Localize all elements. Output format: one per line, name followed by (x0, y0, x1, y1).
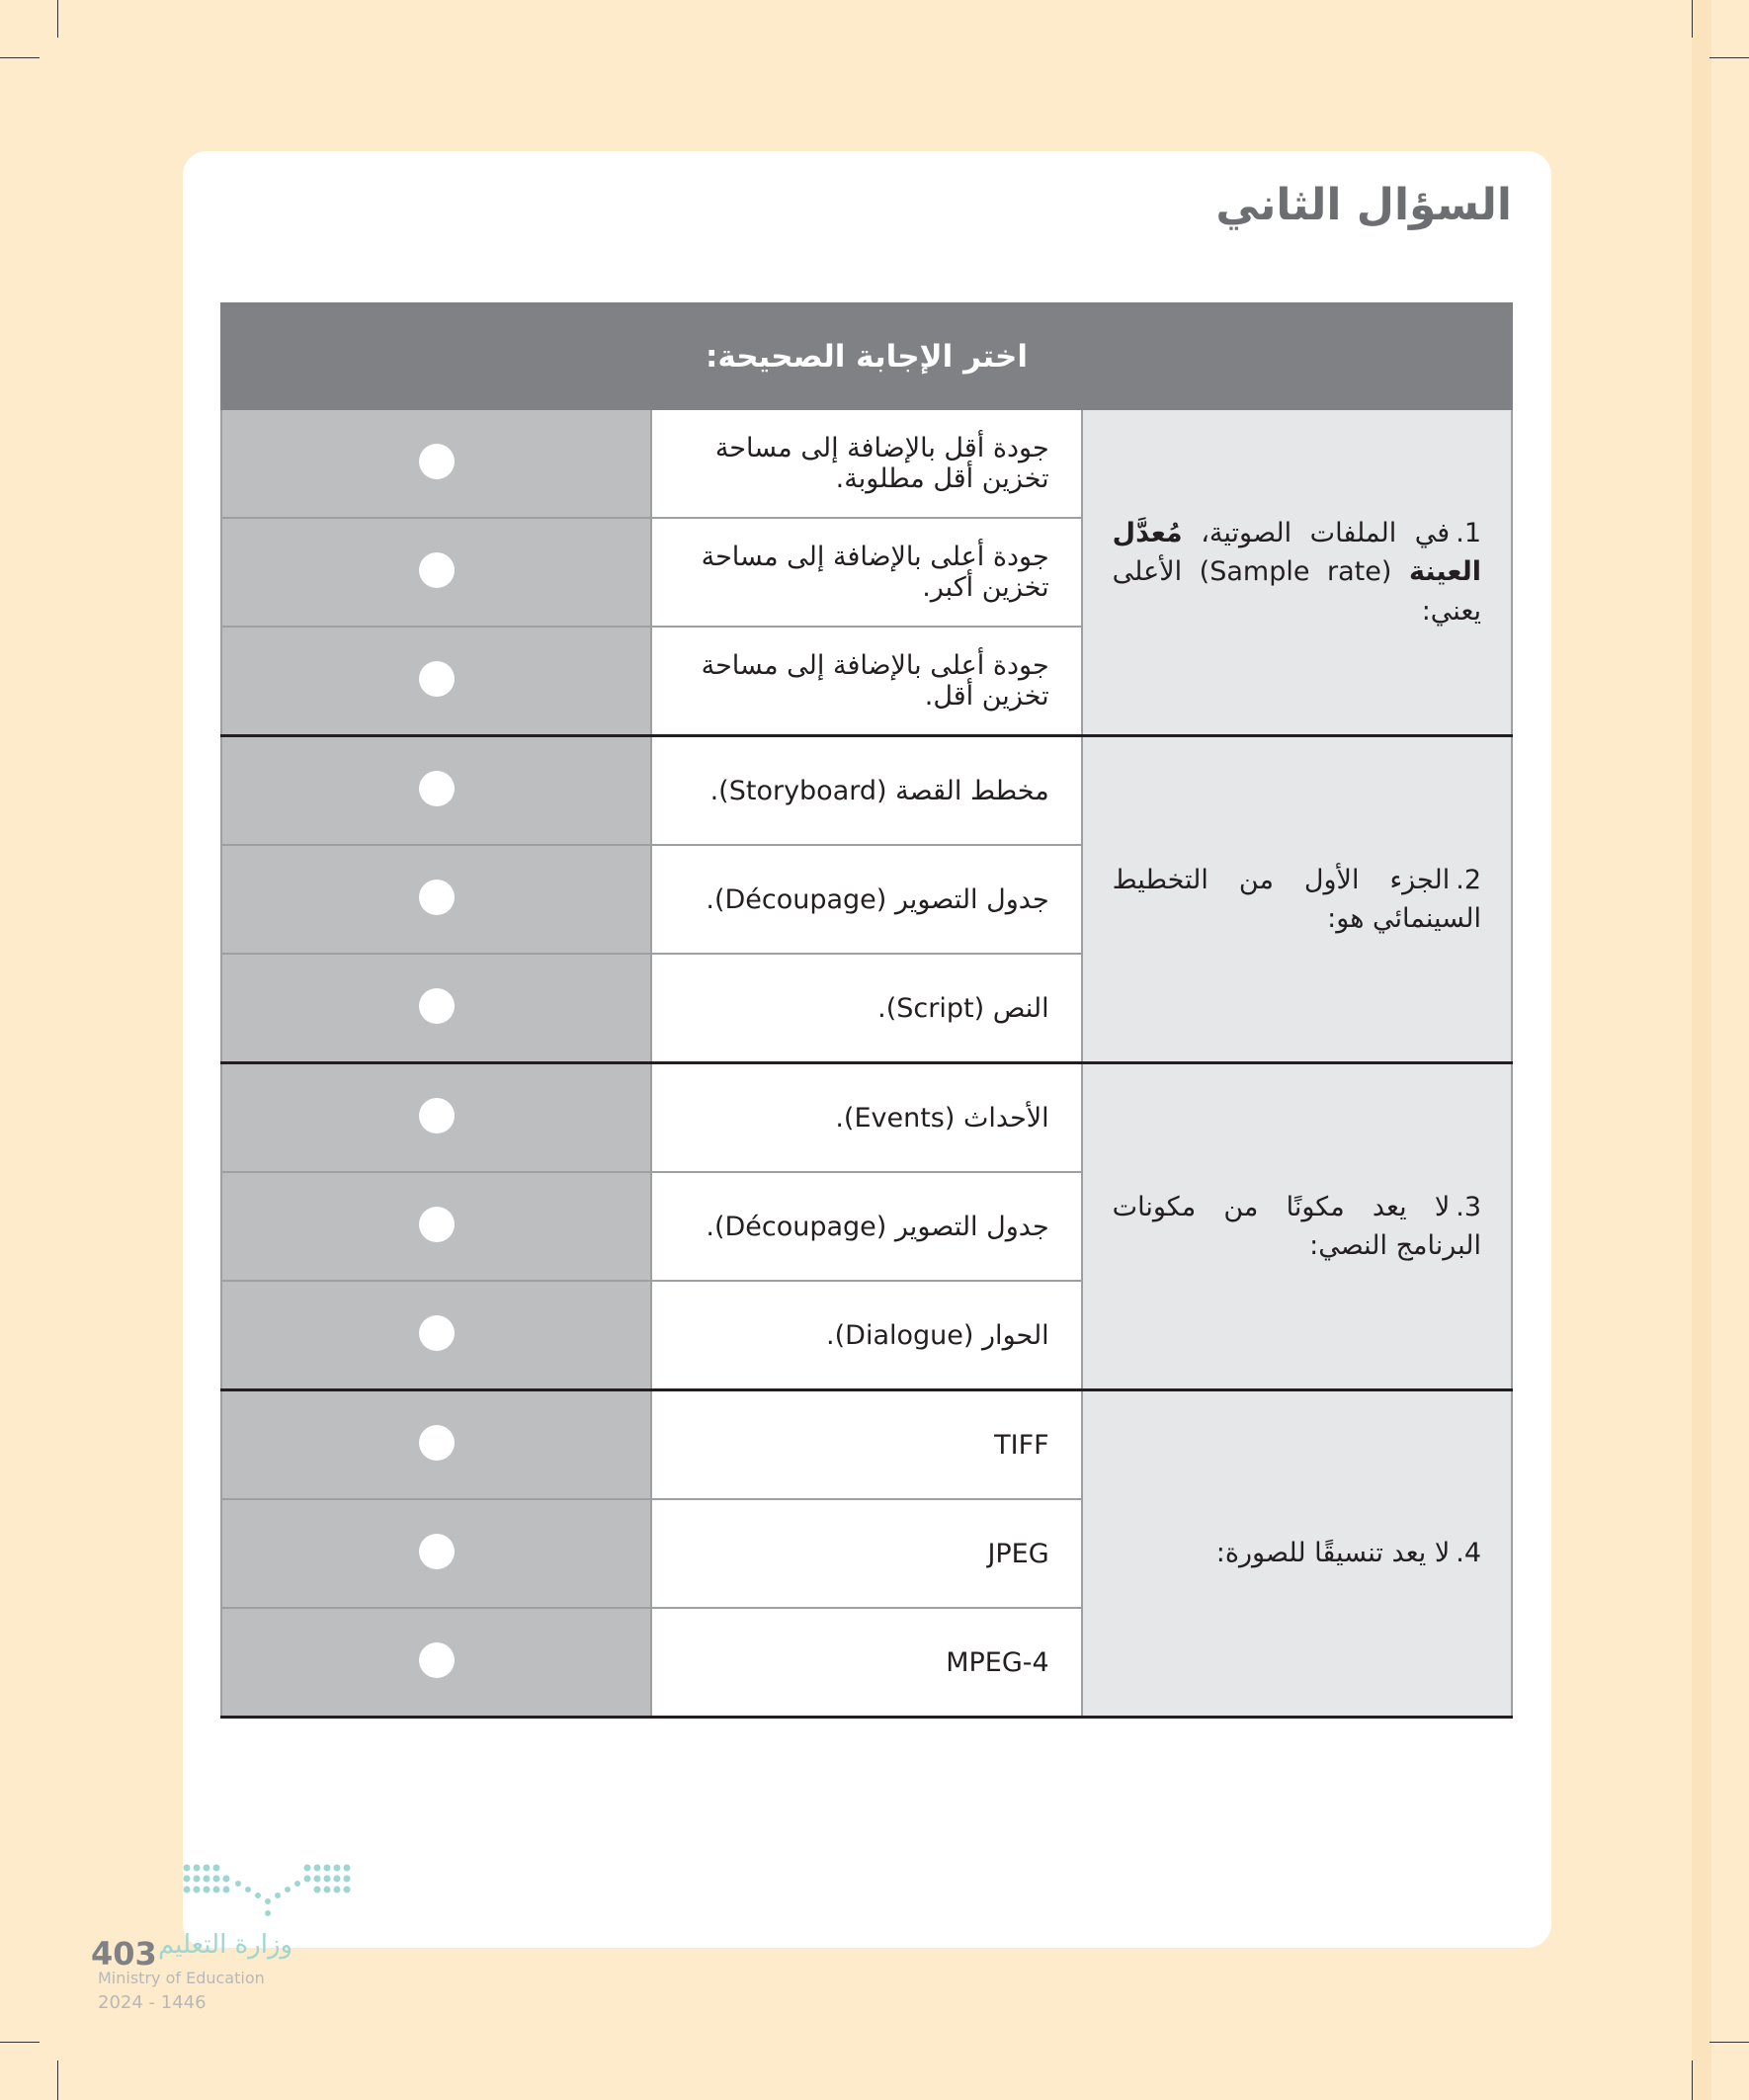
option-radio-cell (221, 1390, 651, 1500)
ministry-name-arabic: وزارة التعليم (158, 1930, 293, 1960)
crop-mark (1709, 2042, 1749, 2043)
option-radio-cell (221, 1281, 651, 1390)
question-cell (1082, 1390, 1512, 1718)
crop-mark (1709, 57, 1749, 58)
radio-button[interactable] (419, 552, 455, 588)
option-radio-cell (221, 845, 651, 954)
option-text: جودة أعلى بالإضافة إلى مساحة تخزين أكبر. (651, 518, 1081, 627)
radio-button[interactable] (419, 1534, 455, 1569)
radio-button[interactable] (419, 1425, 455, 1461)
radio-button[interactable] (419, 880, 455, 915)
ministry-logo-icon (181, 1862, 351, 1921)
question-text: لا يعد تنسيقًا للصورة: (1215, 1538, 1451, 1569)
crop-mark (1692, 0, 1693, 38)
radio-button[interactable] (419, 1098, 455, 1134)
question-cell (1082, 1063, 1512, 1390)
option-text: مخطط القصة (Storyboard). (651, 736, 1081, 846)
option-text: الحوار (Dialogue). (651, 1281, 1081, 1390)
option-text: الأحداث (Events). (651, 1063, 1081, 1173)
option-radio-cell (221, 736, 651, 846)
question-cell (1082, 409, 1512, 736)
option-radio-cell (221, 627, 651, 736)
question-text-end: (Sample rate) الأعلى يعني: (1112, 556, 1481, 627)
option-text: جدول التصوير (Découpage). (651, 845, 1081, 954)
option-radio-cell (221, 1608, 651, 1718)
page-number: 403 (91, 1935, 157, 1973)
option-radio-cell (221, 1172, 651, 1281)
radio-button[interactable] (419, 444, 455, 479)
option-radio-cell (221, 409, 651, 518)
crop-mark (57, 0, 58, 38)
option-text: جدول التصوير (Découpage). (651, 1172, 1081, 1281)
crop-mark (57, 2060, 58, 2100)
ministry-name-english: Ministry of Education (98, 1969, 265, 1987)
option-text: TIFF (651, 1390, 1081, 1500)
table-row (221, 409, 1512, 518)
crop-mark (0, 2042, 40, 2043)
option-radio-cell (221, 1063, 651, 1173)
question-cell (1082, 736, 1512, 1063)
option-radio-cell (221, 954, 651, 1063)
question-number: 2. (1456, 864, 1481, 895)
question-number: 4. (1456, 1538, 1481, 1569)
question-number: 1. (1456, 518, 1481, 549)
radio-button[interactable] (419, 988, 455, 1024)
academic-year: 2024 - 1446 (98, 1992, 207, 2013)
quiz-table (220, 302, 1513, 1719)
question-number: 3. (1456, 1191, 1481, 1222)
table-row (221, 1063, 1512, 1173)
option-text: JPEG (651, 1499, 1081, 1608)
page-edge (1692, 0, 1711, 2100)
option-text: جودة أقل بالإضافة إلى مساحة تخزين أقل مطلوبة. (651, 409, 1081, 518)
option-text: MPEG-4 (651, 1608, 1081, 1718)
option-text: جودة أعلى بالإضافة إلى مساحة تخزين أقل. (651, 627, 1081, 736)
question-text: في الملفات الصوتية، (1182, 518, 1451, 549)
radio-button[interactable] (419, 1642, 455, 1678)
radio-button[interactable] (419, 1315, 455, 1351)
crop-mark (1692, 2060, 1693, 2100)
option-radio-cell (221, 1499, 651, 1608)
radio-button[interactable] (419, 661, 455, 697)
table-row (221, 736, 1512, 846)
crop-mark (0, 57, 40, 58)
radio-button[interactable] (419, 1207, 455, 1242)
question-bold-term: مُعدَّل العينة (1112, 518, 1482, 588)
question-title: السؤال الثاني (1215, 180, 1512, 230)
table-row (221, 1390, 1512, 1500)
table-header: اختر الإجابة الصحيحة: (221, 303, 1512, 409)
option-text: النص (Script). (651, 954, 1081, 1063)
radio-button[interactable] (419, 771, 455, 806)
option-radio-cell (221, 518, 651, 627)
question-text: الجزء الأول من التخطيط السينمائي هو: (1112, 864, 1481, 934)
question-text: لا يعد مكونًا من مكونات البرنامج النصي: (1112, 1191, 1481, 1261)
